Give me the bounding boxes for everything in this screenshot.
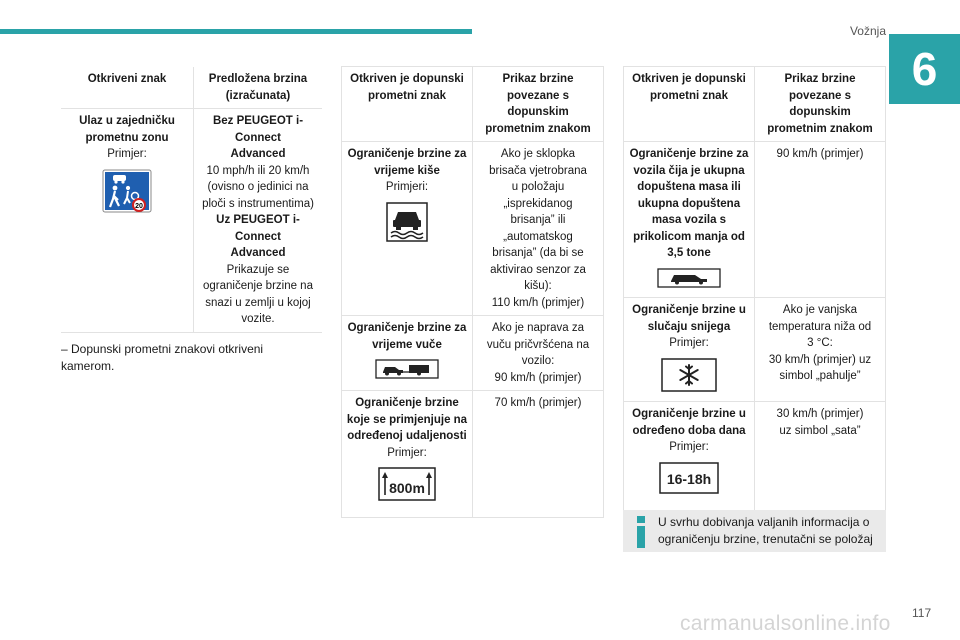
table2-header-sign: Otkriven je dopunski prometni znak	[342, 67, 473, 142]
distance-title: Ograničenje brzine koje se primjenjuje na određenoj udaljenosti	[346, 397, 468, 442]
table3-header-sign: Otkriven je dopunski prometni znak	[624, 67, 755, 142]
weight-speed-cell	[755, 142, 886, 298]
without-iconnect-title: Bez PEUGEOT i-Connect Advanced	[212, 115, 304, 160]
table1-speed-cell	[194, 109, 323, 333]
distance-sign-icon	[378, 467, 436, 501]
towing-condition: Ako je naprava za vuču pričvršćena na vozilo:	[486, 322, 590, 367]
weight-speed: 90 km/h (primjer)	[776, 148, 864, 160]
top-accent-bar	[0, 29, 472, 34]
info-text: U svrhu dobivanja valjanih informacija o ograničenju brzine, trenutačni se položaj	[658, 515, 873, 546]
distance-sign-cell	[342, 391, 473, 518]
time-speed-cell	[755, 402, 886, 519]
shared-zone-sign-icon	[102, 169, 152, 213]
distance-speed-cell	[473, 391, 604, 518]
snow-example-label: Primjer:	[669, 337, 709, 349]
snowflake-sign-icon	[661, 358, 717, 392]
distance-sign-text: 800m	[389, 480, 425, 496]
table1-header-speed: Predložena brzina (izračunata)	[194, 67, 323, 109]
towing-speed: 90 km/h (primjer)	[494, 371, 582, 384]
snow-title: Ograničenje brzine u slučaju snijega	[632, 304, 746, 333]
supplementary-sign-table-1	[341, 66, 604, 518]
towing-sign-cell	[342, 316, 473, 391]
chapter-badge: 6	[889, 34, 960, 104]
shared-zone-example-label: Primjer:	[107, 148, 147, 160]
towing-sign-icon	[375, 359, 439, 379]
rain-title: Ograničenje brzine za vrijeme kiše	[347, 148, 467, 177]
towing-title: Ograničenje brzine za vrijeme vuče	[347, 322, 467, 351]
weight-sign-cell	[624, 142, 755, 298]
towing-speed-cell	[473, 316, 604, 391]
car-sign-icon	[657, 268, 721, 288]
table3-header-speed: Prikaz brzine povezane s dopunskim prometnim znakom	[755, 67, 886, 142]
snow-sign-cell	[624, 298, 755, 402]
supplementary-signs-note: – Dopunski prometni znakovi otkriveni kamerom.	[61, 342, 264, 373]
table2-header-speed: Prikaz brzine povezane s dopunskim prometnim znakom	[473, 67, 604, 142]
rain-sign-cell	[342, 142, 473, 316]
time-title: Ograničenje brzine u određeno doba dana	[632, 408, 746, 437]
snow-condition: Ako je vanjska temperatura niža od 3 °C:	[768, 304, 872, 349]
rain-speed-cell	[473, 142, 604, 316]
time-sign-icon	[659, 462, 719, 494]
snow-speed-cell	[755, 298, 886, 402]
info-icon	[631, 516, 651, 548]
supplementary-sign-table-2	[623, 66, 886, 519]
distance-speed: 70 km/h (primjer)	[494, 397, 582, 409]
table1-sign-cell	[61, 109, 194, 333]
table1-header-sign: Otkriveni znak	[61, 67, 194, 109]
section-title: Vožnja	[849, 24, 886, 38]
rain-example-label: Primjeri:	[385, 181, 429, 193]
detected-sign-table	[61, 67, 322, 333]
time-sign-cell	[624, 402, 755, 519]
page-number: 117	[912, 606, 932, 620]
watermark: carmanualsonline.info	[680, 612, 891, 635]
weight-title: Ograničenje brzine za vozila čija je ukupna dopuštena masa ili ukupna dopuštena masa vozila s prikolicom manja od 3,5 tone	[629, 148, 749, 259]
shared-zone-title: Ulaz u zajedničku prometnu zonu	[79, 115, 175, 144]
shared-zone-speed-number: 20	[135, 202, 143, 210]
time-example-label: Primjer:	[669, 441, 709, 453]
distance-example-label: Primjer:	[387, 446, 427, 459]
rain-speed: 110 km/h (primjer)	[491, 296, 585, 309]
time-speed: 30 km/h (primjer) uz simbol „sata”	[776, 408, 864, 437]
info-box	[623, 510, 886, 552]
with-iconnect-title: Uz PEUGEOT i-Connect Advanced	[216, 214, 300, 259]
rain-sign-icon	[386, 202, 428, 242]
time-sign-text: 16-18h	[666, 470, 712, 487]
snow-speed: 30 km/h (primjer) uz simbol „pahulje”	[768, 353, 872, 382]
rain-condition: Ako je sklopka brisača vjetrobrana u položaju „isprekidanog brisanja” ili „automatskog brisanja” (da bi se aktivirao senzor za kišu):	[489, 148, 587, 292]
without-iconnect-text: 10 mph/h ili 20 km/h (ovisno o jedinici na ploči s instrumentima)	[202, 164, 314, 210]
with-iconnect-text: Prikazuje se ograničenje brzine na snazi u zemlji u kojoj vozite.	[203, 263, 313, 325]
